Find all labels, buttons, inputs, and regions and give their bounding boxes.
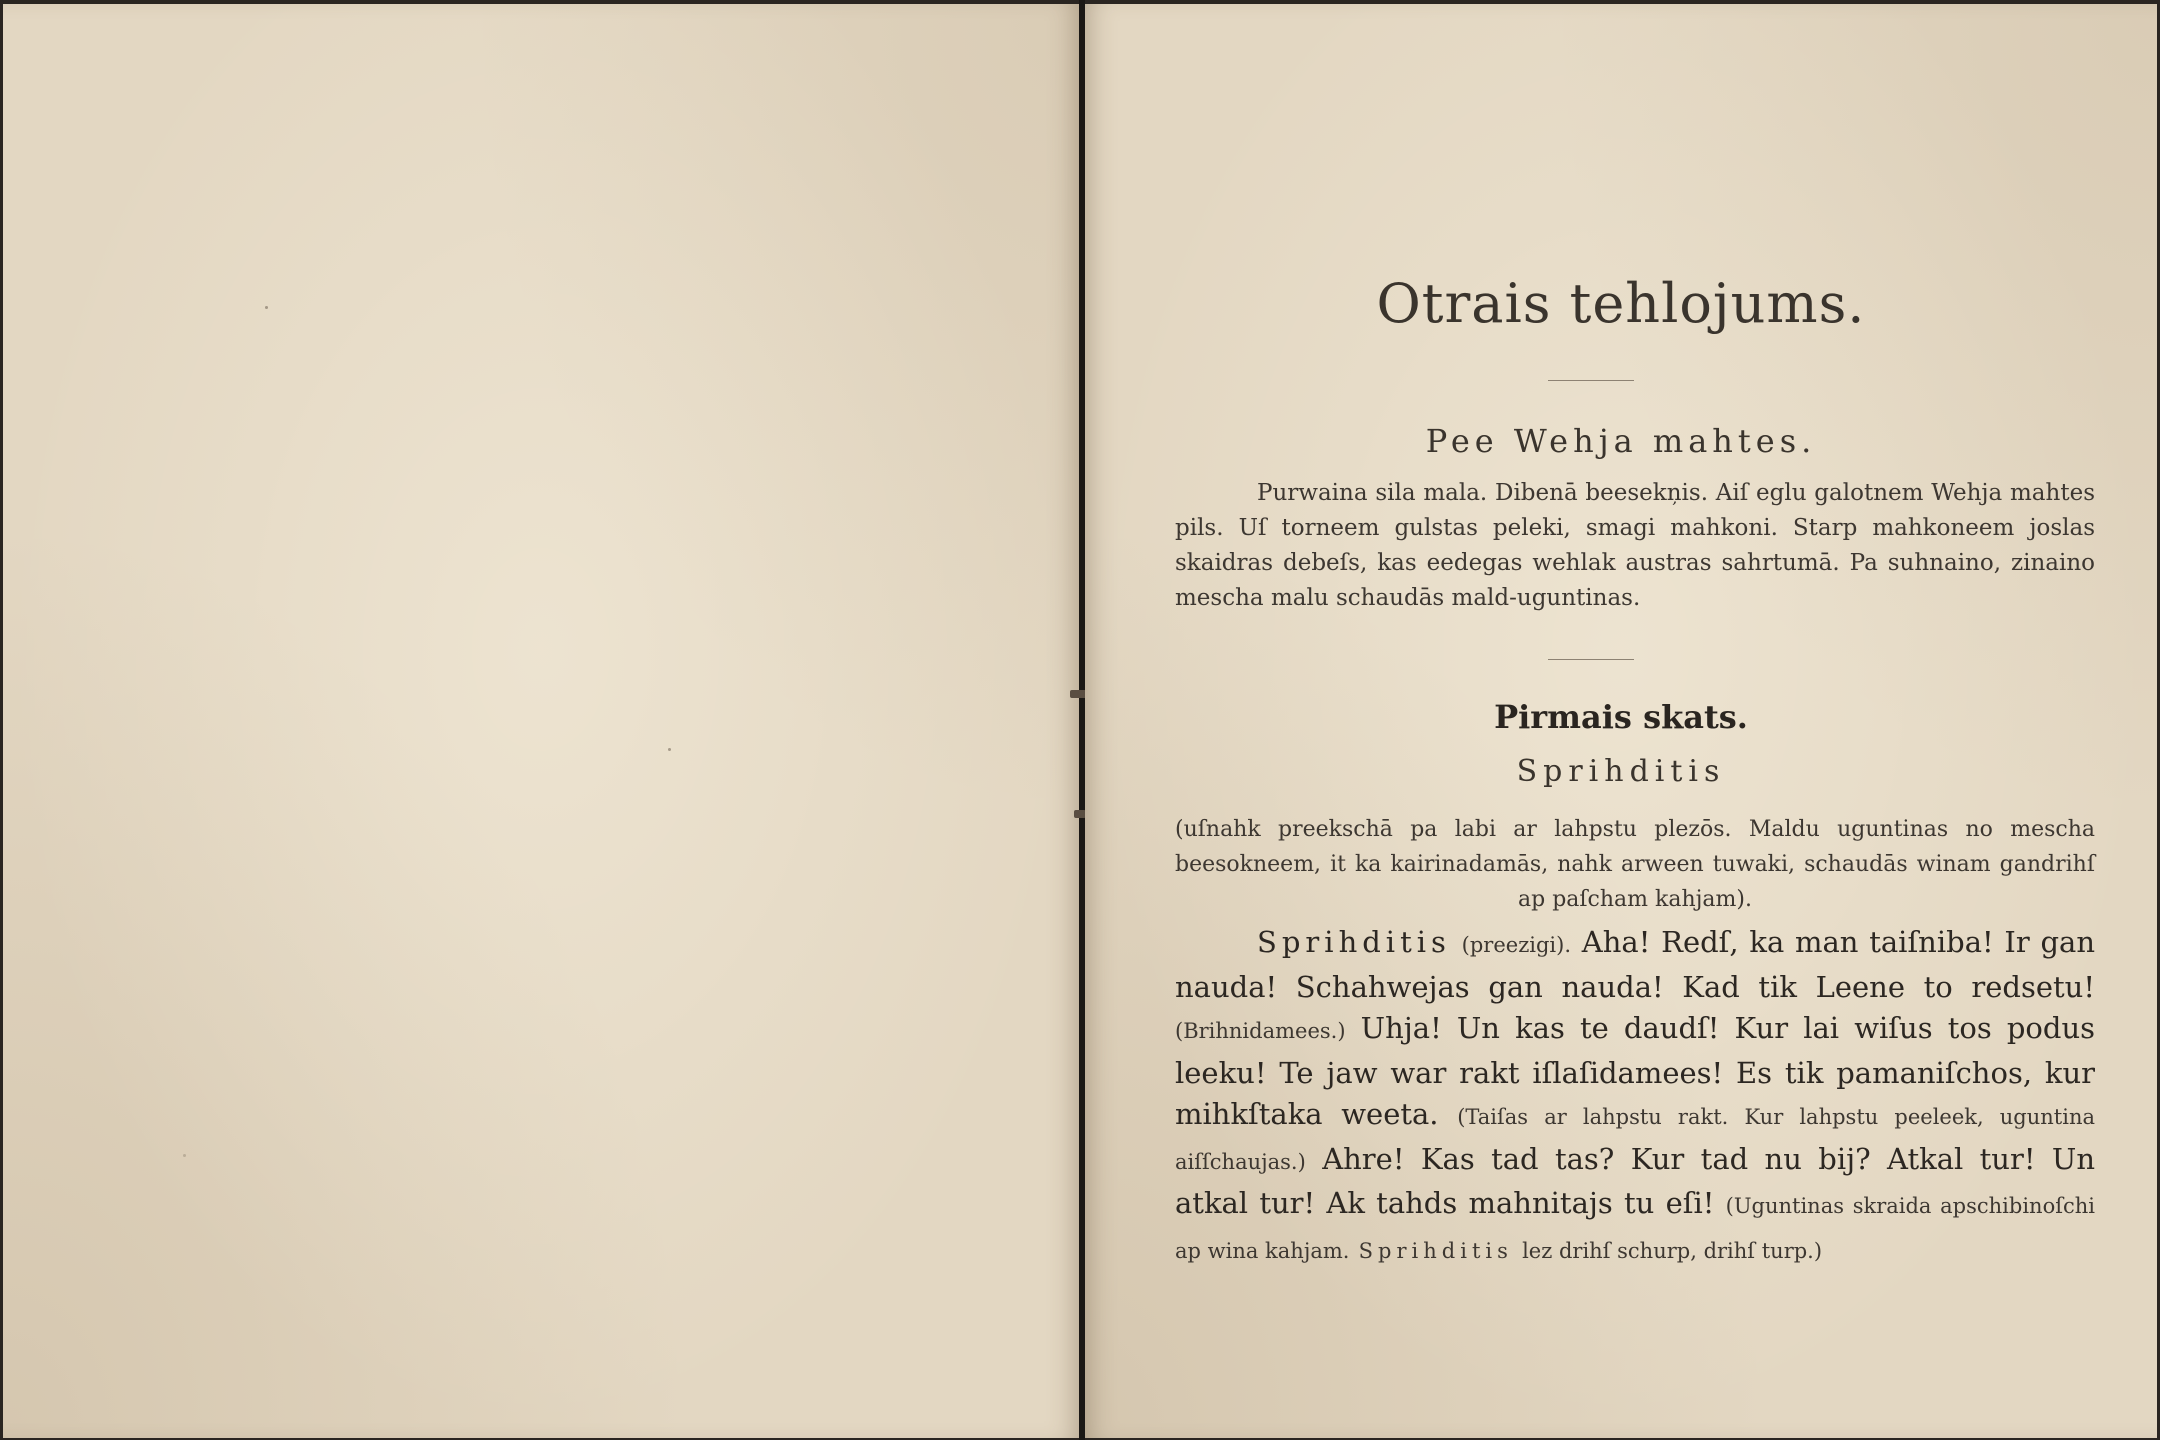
inline-stage-direction: (Taiſas ar lahpstu rakt. Kur lahpstu peeleek, uguntina aiſſchaujas.) [1175,1105,2096,1174]
dialogue-line: Ahre! Kas tad tas? Kur tad nu bij? Atkal tur! Un atkal tur! Ak tahds mahnitajs tu eſi! [1175,1141,2096,1220]
scene-character: Sprihditis [1516,754,1726,789]
act-title: Otrais tehlojums. [1376,272,1866,335]
speaker-name: Sprihditis [1358,1238,1513,1263]
dialogue-line: Uhja! Un kas te daudſ! Kur lai wiſus tos podus leeku! Te jaw war rakt iſlaſidamees! Es tik pamaniſchos, kur mihkſtaka weeta. [1175,1011,2096,1131]
setting-title: Pee Wehja mahtes. [1425,422,1817,460]
paper-speck [183,1154,186,1157]
right-page [1085,4,2157,1438]
divider-rule [1548,380,1634,381]
setting-description: Purwaina sila mala. Dibenā beesekņis. Aiſ eglu galotnem Wehja mahtes pils. Uſ torneem gulstas peleki, smagi mahkoni. Starp mahkoneem joslas skaidras debeſs, kas eedegas wehlak austras sahrtumā. Pa suhnaino, zinaino mescha malu schaudās mald-uguntinas. [1175,480,2095,611]
paper-speck [668,748,671,751]
divider-rule [1548,659,1634,660]
inline-stage-direction: lez drihſ schurp, drihſ turp.) [1522,1238,1823,1263]
speaker-name: Sprihditis [1257,925,1451,959]
dialogue-line: Aha! Redſ, ka man taiſniba! Ir gan nauda! Schahwejas gan nauda! Kad tik Leene to redsetu! [1175,925,2096,1004]
inline-stage-direction: (Brihnidamees.) [1175,1019,1346,1043]
scene-title: Pirmais skats. [1494,698,1748,736]
dialogue-block [1175,922,2095,1272]
stage-direction: (uſnahk preekschā pa labi ar lahpstu plezōs. Maldu uguntinas no mescha beesokneem, it ka kairinadamās, nahk arween tuwaki, schaudās winam gandrihſ ap paſcham kahjam). [1175,817,2095,912]
inline-stage-direction: (Uguntinas skraida apschibinoſchi ap wina kahjam. [1175,1194,2095,1263]
paper-speck [265,306,268,309]
left-page [3,4,1079,1438]
inline-stage-direction: (preezigi). [1461,933,1572,957]
